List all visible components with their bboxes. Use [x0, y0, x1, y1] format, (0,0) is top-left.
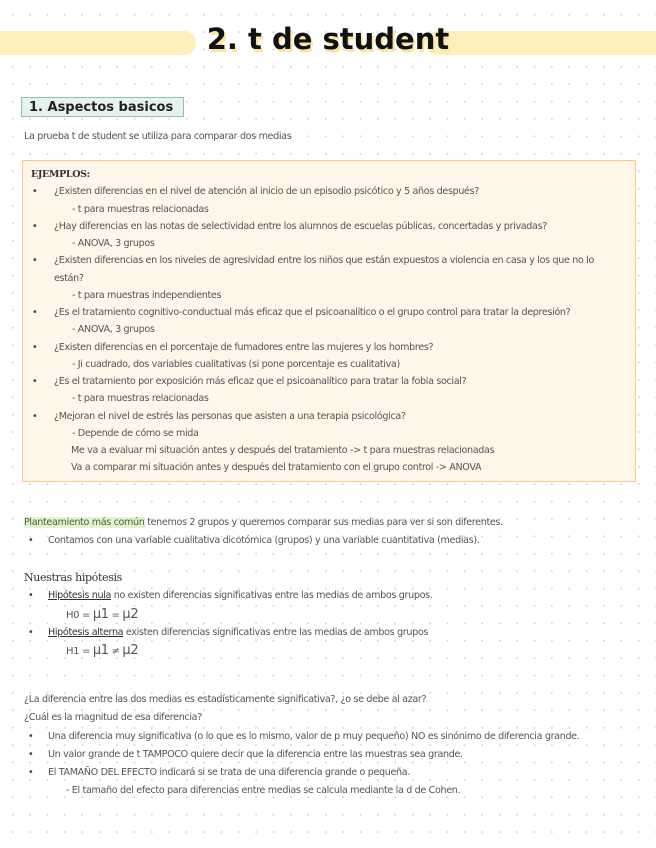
alterna-text: existen diferencias significativas entre las medias de ambos grupos: [123, 626, 428, 638]
section-heading: 1. Aspectos basicos: [21, 97, 184, 117]
example-answer: están?: [54, 272, 84, 284]
examples-box: [22, 160, 636, 482]
question-2: ¿Cuál es la magnitud de esa diferencia?: [24, 712, 202, 724]
planteamiento-line: [24, 514, 644, 532]
preguntas-block: [24, 691, 644, 801]
formula-mu2: μ2: [122, 643, 139, 659]
page-title: 2. t de student: [206, 22, 450, 56]
planteamiento-block: [24, 514, 644, 551]
example-question: • ¿Existen diferencias en el porcentaje de fumadores entre las mujeres y los hombres?: [23, 339, 635, 356]
hipotesis-heading: Nuestras hipótesis: [24, 571, 122, 584]
intro-text: La prueba t de student se utiliza para comparar dos medias: [24, 131, 292, 142]
hipotesis-block: [24, 569, 644, 660]
alterna-label: Hipótesis alterna: [48, 626, 124, 638]
list-item: • Contamos con una variable cualitativa dicotómica (grupos) y una variable cuantitativa (medias).: [24, 532, 644, 550]
list-item: [24, 624, 644, 642]
nula-label: Hipótesis nula: [48, 590, 112, 602]
alterna-formula: [24, 642, 644, 660]
example-question: • ¿Hay diferencias en las notas de selectividad entre los alumnos de escuelas públicas, concertadas y privadas?: [23, 218, 635, 235]
example-answer: - t para muestras relacionadas: [72, 393, 209, 405]
example-question: • ¿Es el tratamiento cognitivo-conductual más eficaz que el psicoanalítico o el grupo control para tratar la depresión?: [23, 304, 635, 321]
formula-neq: ≠: [108, 646, 123, 658]
formula-h: H0 =: [66, 609, 93, 621]
list-item: • Una diferencia muy significativa (o lo que es lo mismo, valor de p muy pequeño) NO es sinónimo de diferencia grande.: [24, 728, 644, 746]
formula-h: H1 =: [66, 646, 93, 658]
formula-mu1: μ1: [92, 606, 109, 622]
examples-heading: EJEMPLOS:: [31, 169, 90, 180]
example-answer: - Ji cuadrado, dos variables cualitativas (si pone porcentaje es cualitativa): [72, 358, 400, 370]
question-1: ¿La diferencia entre las dos medias es estadísticamente significativa?, ¿o se debe al azar?: [24, 694, 427, 705]
example-answer: Me va a evaluar mi situación antes y después del tratamiento -> t para muestras relacionadas: [71, 445, 495, 456]
example-question: • ¿Mejoran el nivel de estrés las personas que asisten a una terapia psicológica?: [23, 408, 635, 425]
example-answer: - ANOVA, 3 grupos: [72, 324, 155, 336]
examples-list: [23, 183, 635, 476]
highlight-text: Planteamiento más común: [24, 517, 145, 528]
example-answer: - ANOVA, 3 grupos: [72, 238, 155, 249]
example-answer: - t para muestras relacionadas: [72, 203, 209, 215]
list-item: • Un valor grande de t TAMPOCO quiere decir que la diferencia entre las muestras sea grande.: [24, 746, 644, 764]
formula-eq: =: [108, 609, 123, 621]
planteamiento-text: tenemos 2 grupos y queremos comparar sus medias para ver si son diferentes.: [144, 517, 503, 528]
example-question: • ¿Existen diferencias en el nivel de atención al inicio de un episodio psicótico y 5 años después?: [23, 183, 635, 200]
example-answer: - t para muestras independientes: [72, 289, 222, 301]
formula-mu2: μ2: [122, 606, 139, 622]
list-item: [24, 587, 644, 605]
sub-item: - El tamaño del efecto para diferencias entre medias se calcula mediante la d de Cohen.: [66, 785, 461, 797]
example-question: • ¿Es el tratamiento por exposición más eficaz que el psicoanalítico para tratar la fobia social?: [23, 373, 635, 390]
formula-mu1: μ1: [92, 643, 109, 659]
nula-text: no existen diferencias significativas entre las medias de ambos grupos.: [111, 590, 433, 602]
list-item: • El TAMAÑO DEL EFECTO indicará si se trata de una diferencia grande o pequeña.: [24, 764, 644, 782]
example-answer: - Depende de cómo se mida: [72, 427, 199, 439]
nula-formula: [24, 606, 644, 624]
example-answer: Va a comparar mi situación antes y después del tratamiento con el grupo control -> ANOVA: [71, 462, 482, 474]
example-question: • ¿Existen diferencias en los niveles de agresividad entre los niños que están expuestos a violencia en casa y los que no lo: [23, 252, 635, 269]
